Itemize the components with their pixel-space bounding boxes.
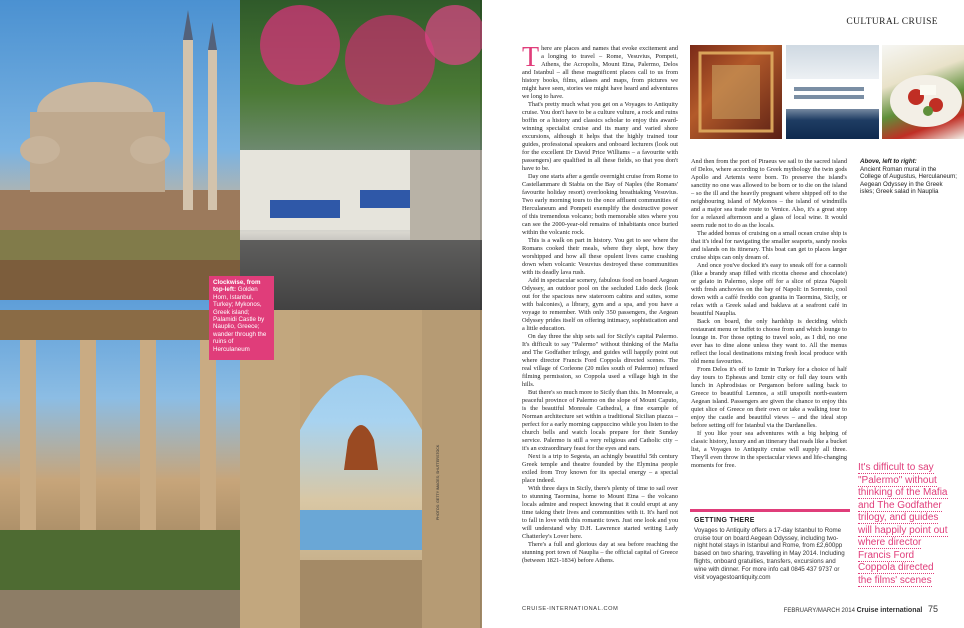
- article-paragraph: On day three the ship sets sail for Sicily's capital Palermo. It's difficult to say "Palermo" without thinking of the Mafia and The Godfather trilogy, and guides will happily point out where director Francis Ford Coppola directed scenes. The real village of Corleone (20 miles south of Palermo) refused filming permission, so Coppola used a village high in the hills.: [522, 333, 678, 388]
- footer-website: CRUISE-INTERNATIONAL.COM: [522, 606, 619, 612]
- aegean-odyssey-ship-photo: [786, 45, 879, 139]
- drop-cap: T: [522, 45, 540, 73]
- right-caption-lead: Above, left to right:: [860, 158, 917, 165]
- article-paragraph: And once you've docked it's easy to sneak off for a cannoli (like a brandy snap filled with ricotta cheese and chocolate) or gelato in Palermo, slope off for a slice of pizza Napoli with fresh anchovies on the bay of Napoli: in Sorrento, cool down with a caffè freddo con granita in Taormina, Sicily, or relax with a Greek salad and baklava at a seafront café in beautiful Nauplia.: [691, 262, 847, 317]
- article-paragraph: Add in spectacular scenery, fabulous food on board Aegean Odyssey, an outdoor pool on the secluded Lido deck (look out for the spacious new stateroom cabins and suites, some with balconies), a library, gym and a spa, and you have a voyage to remember. With only 350 passengers, the Aegean Odyssey prides itself on offering intimacy, sophistication and a little education.: [522, 277, 678, 332]
- greek-salad-photo: [882, 45, 964, 139]
- nauplio-bell-tower-photo: [240, 310, 482, 628]
- article-page: [482, 0, 964, 628]
- article-paragraph: That's pretty much what you get on a Voyages to Antiquity cruise. You don't have to be a culture vulture, a rock and ruins boffin or a history and classics scholar to enjoy this award-winning specialist cruise and its many and varied shore excursions, although it helps that the highly trained tour guides, professional speakers and onboard lecturers (look out for the excellent Dr David Price Williams – a favourite with passengers) are qualified in all these fields, so that you don't have to be.: [522, 101, 678, 172]
- article-paragraph: With three days in Sicily, there's plenty of time to sail over to stunning Taormina, home to Mount Etna – the volcano locals admire and respect knowing that it could erupt at any time taking their lives and communities with it. It's hard not to fall in love with this romantic town. Just one look and you will understand why D.H. Lawrence started writing Lady Chatterley's Lover here.: [522, 485, 678, 540]
- article-paragraph: Next is a trip to Segesta, an achingly beautiful 5th century Greek temple and theatre founded by the Elymina people exiled from Troy known for its special energy – a special place indeed.: [522, 453, 678, 484]
- photo-credit: PHOTOS: GETTY IMAGES; SHUTTERSTOCK: [436, 444, 440, 520]
- pull-quote-text: It's difficult to say "Palermo" without thinking of the Mafia and The Godfather trilogy, and guides will happily point out where director Francis Ford Coppola directed the films' scenes: [858, 462, 948, 586]
- article-paragraph: This is a walk on part in history. You get to see where the Romans cooked their meals, where they slept, how they worshipped and how all these opulent lives came crashing down when volcanic Vesuvius destroyed these communities with its deadly lava rush.: [522, 237, 678, 276]
- right-caption-body: Ancient Roman mural in the College of Augustus, Herculaneum; Aegean Odyssey in the Greek isles; Greek salad in Nauplia: [860, 165, 957, 196]
- getting-there-heading: GETTING THERE: [694, 517, 755, 524]
- herculaneum-ruins-photo: [0, 300, 240, 628]
- pull-quote: [858, 462, 948, 587]
- footer-date: FEBRUARY/MARCH 2014: [783, 608, 855, 614]
- article-column-1: [522, 45, 678, 600]
- getting-there-body: Voyages to Antiquity offers a 17-day Istanbul to Rome cruise tour on board Aegean Odyssey, including two-night hotel stays in Istanbul and Rome, from £2,600pp based on two sharing, travelling in May 2014. Including flights, onboard gratuities, transfers, excursions and wine with dinner. For more info call 0845 437 9737 or visit voyagestoantiquity.com: [694, 526, 845, 581]
- left-caption-lead: Clockwise, from top-left:: [213, 279, 261, 294]
- left-photo-caption: [209, 276, 274, 360]
- article-column-2: [691, 158, 847, 498]
- article-paragraph: The added bonus of cruising on a small ocean cruise ship is that it's ideal for navigating the smaller seaports, sandy nooks and islands on its itinerary. This boat can get to places larger cruise ships can only dream of.: [691, 230, 847, 261]
- article-paragraph: Day one starts after a gentle overnight cruise from Rome to Castellammare di Stabia on the Bay of Naples (the Romans' favourite holiday resort) overlooking breathtaking Vesuvius. Two early morning tours to the once affluent communities of Herculaneum and Pompeii exemplify the destructive power of this tremendous volcano; both memorable sites where you can see the 2000-year-old remains of inhabitants once buried within the volcanic rock.: [522, 173, 678, 236]
- article-paragraph: If you like your sea adventures with a big helping of classic history, luxury and an itinerary that reads like a bucket list, a Voyages to Antiquity cruise will supply all three. They'll even throw in the spectacular views and life-changing moments for free.: [691, 430, 847, 469]
- getting-there-box: [690, 509, 850, 599]
- footer-brand: Cruise international: [856, 607, 923, 614]
- article-paragraph: From Delos it's off to Izmir in Turkey for a choice of half day tours to Ephesus and Izmir city or full day tours with lunch in Aphrodisias or Pergamon before sailing back to Greece to beautiful Lemnos, a still unspoilt north-eastern Aegean island. Passengers are given the chance to enjoy this quiet slice of Greece on their own or take a walking tour to enjoy the castle and beautiful views – and the ideal stop before setting off for Istanbul via the Dardanelles.: [691, 366, 847, 429]
- footer-folio: [784, 604, 938, 614]
- mykonos-terrace-photo: [240, 0, 482, 310]
- istanbul-mosque-photo: [0, 0, 240, 300]
- article-paragraph: But there's so much more to Sicily than this. In Monreale, a peaceful province of Palermo on the slope of Mount Caputo, is the beautiful Monreale Cathedral, a fine example of Norman architecture set within a traditional Sicilian piazza – perfect for a early morning cappuccino while you listen to the church bells and watch locals prepare for their Sunday service. Palermo is still a very religious and Catholic city – it's an extraordinary feast for the eyes and ears.: [522, 389, 678, 452]
- article-paragraph: And then from the port of Piraeus we sail to the sacred island of Delos, where according to Greek mythology the twin gods Apollo and Artemis were born. To preserve the island's sanctity no one was allowed to be born or to die on the island – so the ill and the heavily pregnant where shipped off to the neighbouring island of Mykonos – the island of windmills and a major sea trade route to Venice. Also, it's a great stop for a relaxed afternoon and a glass of local wine. It would seem rude not to do as the locals.: [691, 158, 847, 229]
- article-paragraph: Back on board, the only hardship is deciding which restaurant menu or buffet to choose from and which lounge to lounge in. For those opting to travel solo, as I did, no one ever has to dine alone unless they want to. All the menus reflect the local destinations mixing fresh local produce with old menu favourites.: [691, 318, 847, 365]
- article-paragraph: There's a full and glorious day at sea before reaching the stunning port town of Nauplia – the official capital of Greece (between 1821-1834) before Athens.: [522, 541, 678, 564]
- page-number: 75: [927, 604, 938, 614]
- left-caption-body: Golden Horn, Istanbul, Turkey; Mykonos, Greek island; Palamidi Castle by Nauplio, Greece; wander through the ruins of Herculaneum: [213, 286, 267, 353]
- article-paragraph: There are places and names that evoke excitement and a longing to travel – Rome, Vesuvius, Pompeii, Athens, the Acropolis, Mount Etna, Palermo, Delos and Istanbul – all these magnificent places call to us from history books, films, atlases and maps, from pictures we might have seen, stories we might have heard and adventures we long to have.: [522, 45, 678, 100]
- roman-mural-photo: [690, 45, 782, 139]
- right-photo-caption: [860, 158, 958, 196]
- section-title: CULTURAL CRUISE: [846, 17, 938, 27]
